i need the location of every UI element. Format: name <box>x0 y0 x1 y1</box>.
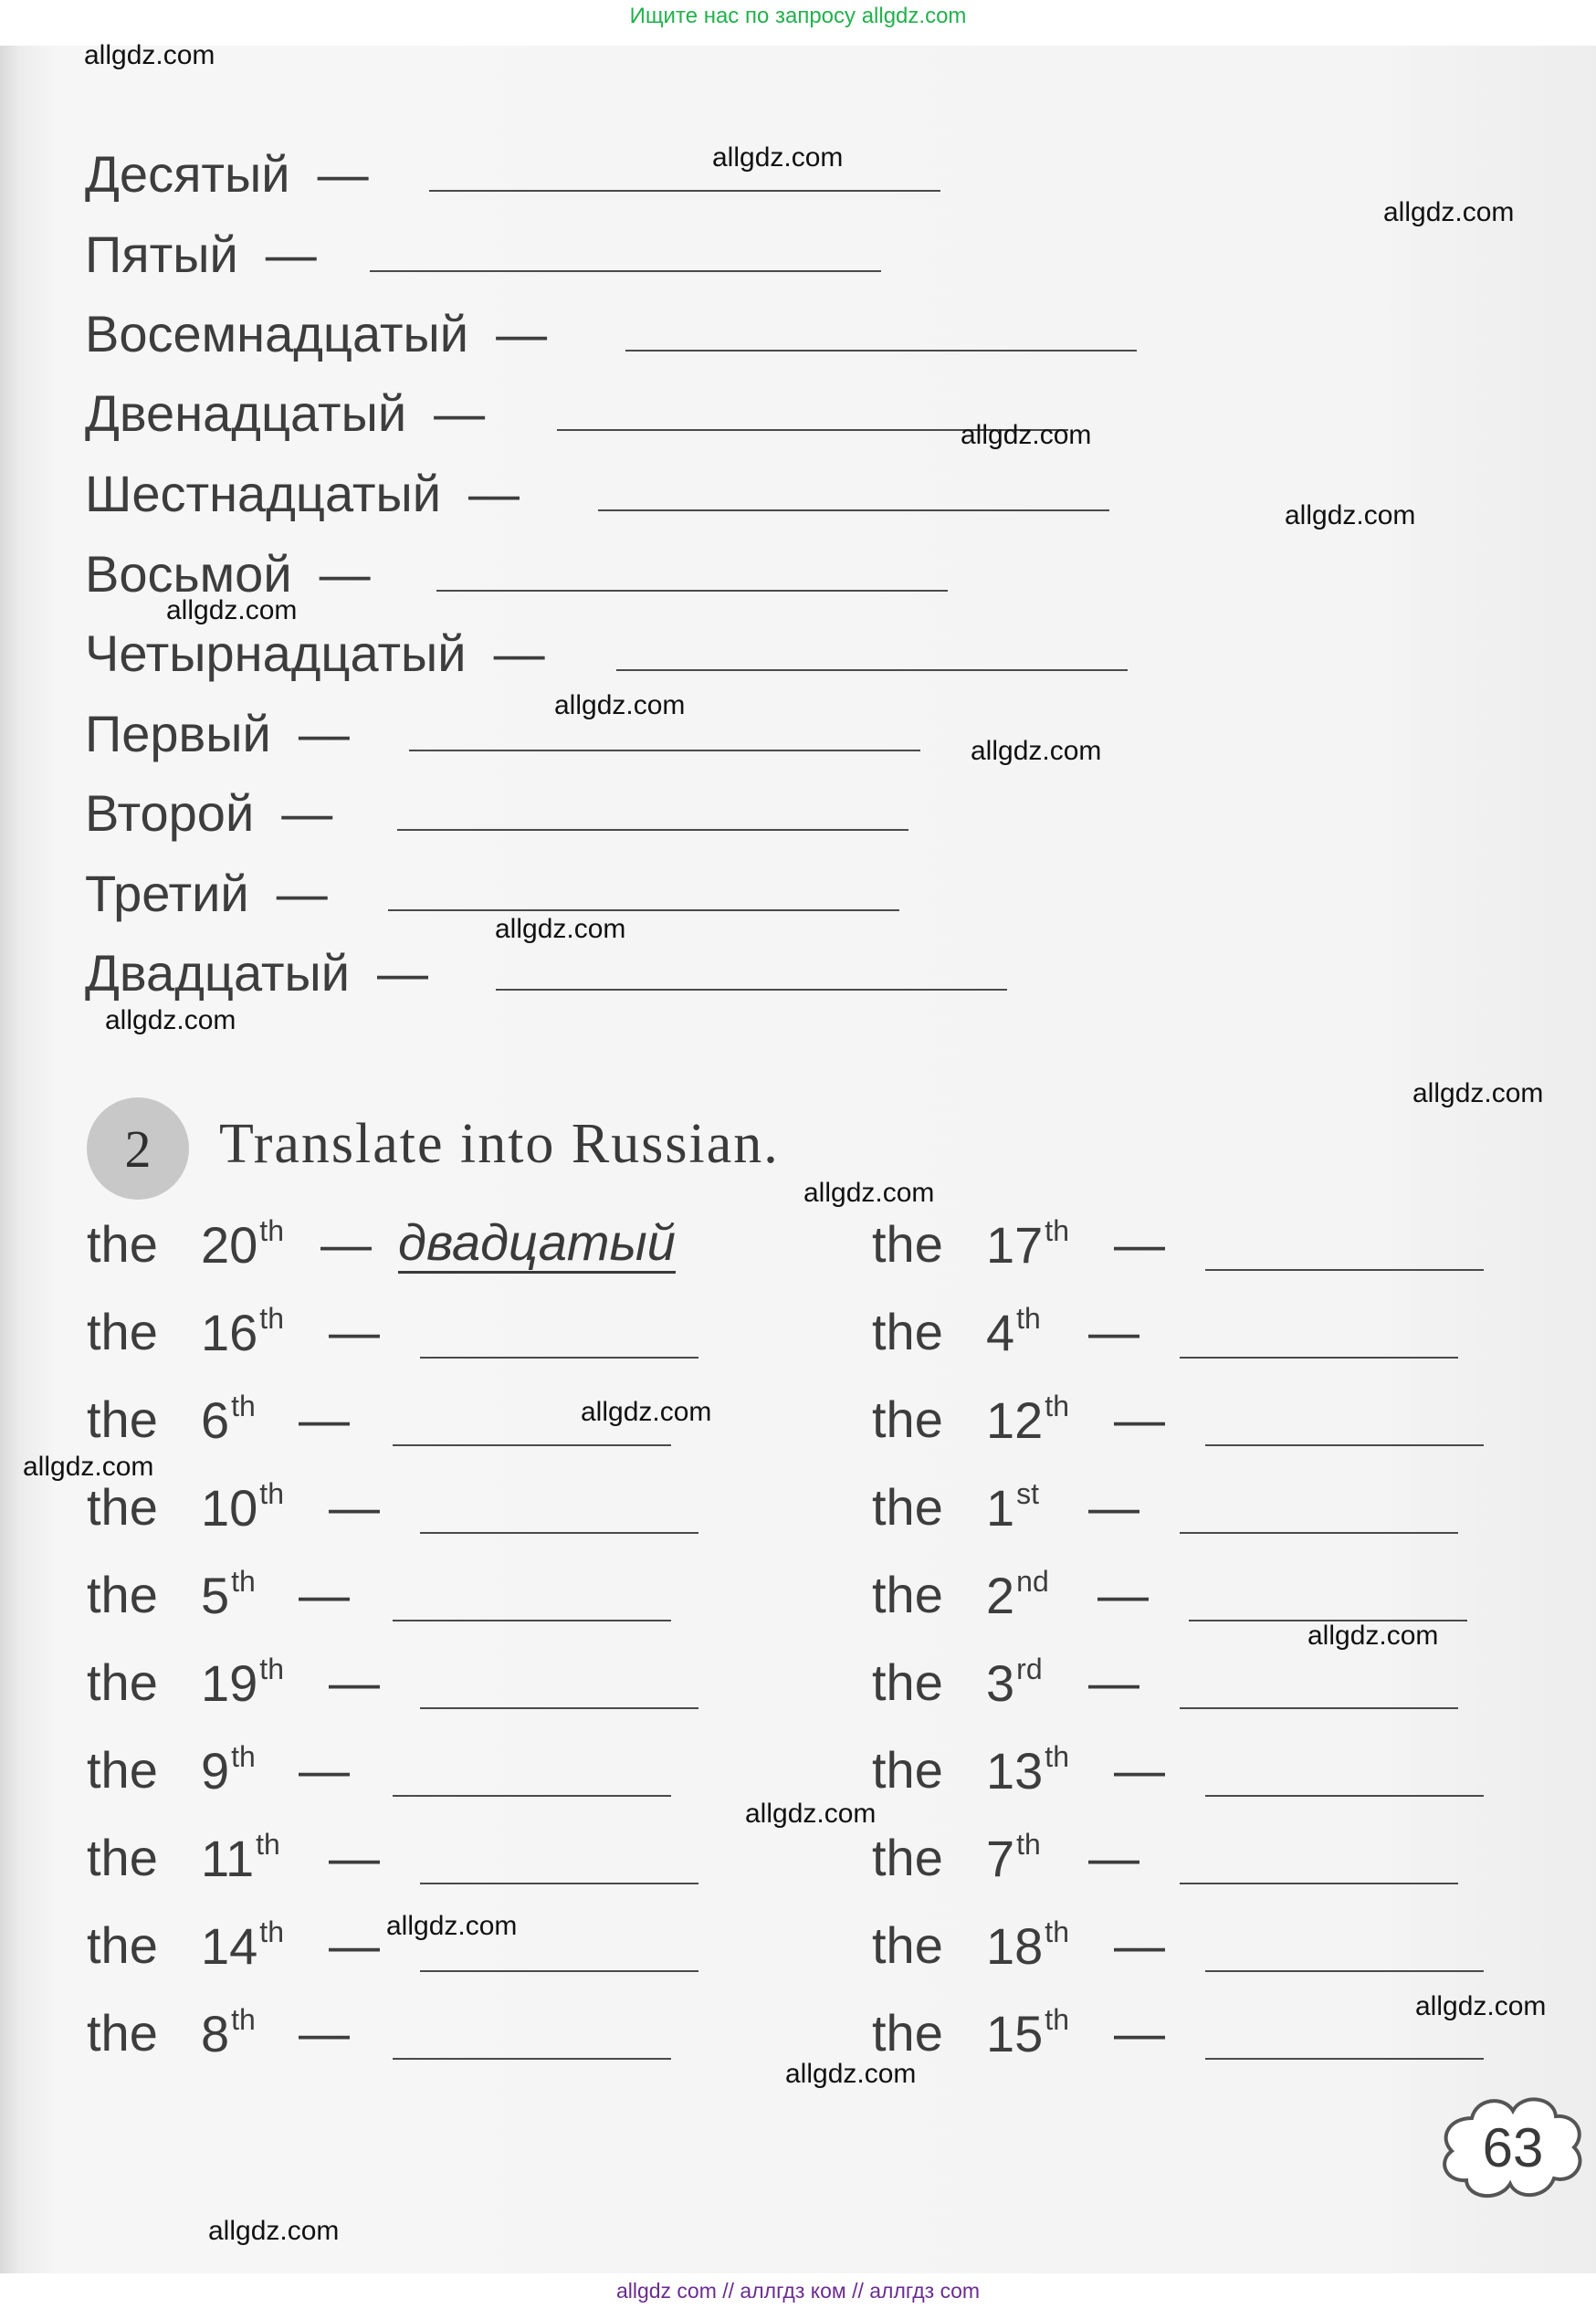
dash: — <box>320 1215 372 1273</box>
watermark: allgdz.com <box>961 420 1092 450</box>
ordinal-row <box>85 137 369 210</box>
ordinal-digits: 1 <box>986 1479 1015 1537</box>
ordinal-digits: 14 <box>201 1917 258 1975</box>
ordinal-word: Шестнадцатый <box>85 464 442 522</box>
watermark: allgdz.com <box>1307 1621 1439 1651</box>
watermark: allgdz.com <box>105 1005 236 1035</box>
answer-blank-line[interactable] <box>393 1795 671 1797</box>
watermark: allgdz.com <box>166 595 298 625</box>
ordinal-digits: 2 <box>986 1567 1015 1624</box>
ordinal-suffix: th <box>231 1740 256 1773</box>
translate-item <box>872 1915 1511 1988</box>
ordinal-digits: 9 <box>201 1742 230 1800</box>
ordinal-suffix: th <box>259 1477 284 1510</box>
dash: — <box>299 1741 350 1799</box>
ordinal-word: Двенадцатый <box>85 383 407 442</box>
ordinal-suffix: th <box>259 1915 284 1948</box>
dash: — <box>1114 1215 1165 1273</box>
ordinal-number <box>201 1302 284 1362</box>
watermark: allgdz.com <box>495 914 626 944</box>
translate-item <box>87 1740 726 1813</box>
watermark: allgdz.com <box>712 142 844 173</box>
dash: — <box>468 464 520 522</box>
dash: — <box>434 383 486 442</box>
dash: — <box>377 943 429 1002</box>
ordinal-row <box>85 217 317 290</box>
ordinal-suffix: th <box>1045 1214 1069 1247</box>
ordinal-number <box>986 1653 1043 1713</box>
dash: — <box>298 704 350 762</box>
ordinal-suffix: th <box>1016 1302 1041 1335</box>
article: the <box>87 1478 158 1536</box>
translate-item <box>872 1214 1511 1287</box>
ordinal-row <box>85 856 328 929</box>
ordinal-suffix: th <box>231 1565 256 1598</box>
dash: — <box>319 544 371 603</box>
top-banner: Ищите нас по запросу allgdz.com <box>629 4 967 28</box>
answer-blank-line[interactable] <box>370 270 881 272</box>
ordinal-row <box>85 376 485 449</box>
article: the <box>87 1653 158 1711</box>
ordinal-number <box>201 1390 256 1450</box>
ordinal-suffix: st <box>1016 1477 1040 1510</box>
article: the <box>87 1566 158 1623</box>
answer-blank-line[interactable] <box>1180 1883 1458 1884</box>
ordinal-number <box>201 2003 256 2063</box>
article: the <box>87 1916 158 1974</box>
article: the <box>872 1829 943 1886</box>
answer-blank-line[interactable] <box>420 1357 698 1359</box>
exercise-number-badge <box>87 1097 189 1200</box>
translate-item <box>87 1302 726 1375</box>
translate-item <box>87 1565 726 1638</box>
dash: — <box>1088 1653 1139 1711</box>
ordinal-word: Двадцатый <box>85 943 351 1002</box>
translate-item <box>872 1302 1511 1375</box>
watermark: allgdz.com <box>1383 197 1515 227</box>
watermark: allgdz.com <box>386 1911 518 1941</box>
ordinal-word: Восьмой <box>85 544 292 603</box>
ordinal-suffix: rd <box>1016 1653 1043 1685</box>
dash: — <box>329 1829 380 1886</box>
ordinal-digits: 6 <box>201 1391 230 1449</box>
watermark: allgdz.com <box>1415 1991 1547 2021</box>
article: the <box>87 1741 158 1799</box>
dash: — <box>1114 1916 1165 1974</box>
answer-blank-line[interactable] <box>1180 1357 1458 1359</box>
watermark: allgdz.com <box>23 1452 154 1482</box>
dash: — <box>299 2004 350 2062</box>
watermark: allgdz.com <box>1285 500 1416 530</box>
ordinal-row <box>85 776 332 849</box>
article: the <box>87 1215 158 1273</box>
answer-blank-line[interactable] <box>409 750 920 751</box>
translate-item <box>87 1828 726 1901</box>
ordinal-digits: 15 <box>986 2005 1044 2062</box>
ordinal-suffix: th <box>256 1828 280 1861</box>
answer-blank-line[interactable] <box>420 1883 698 1884</box>
ordinal-row <box>85 697 350 770</box>
ordinal-digits: 19 <box>201 1654 258 1712</box>
ordinal-suffix: nd <box>1016 1565 1049 1598</box>
watermark: allgdz.com <box>554 690 686 720</box>
answer-blank-line[interactable] <box>496 989 1007 991</box>
dash: — <box>329 1303 380 1360</box>
ordinal-digits: 7 <box>986 1830 1015 1887</box>
answer-blank-line[interactable] <box>598 509 1109 511</box>
dash: — <box>329 1916 380 1974</box>
answer-blank-line[interactable] <box>1180 1532 1458 1534</box>
ordinal-suffix: th <box>1016 1828 1041 1861</box>
answer-blank-line[interactable] <box>393 1444 671 1446</box>
answer-blank-line[interactable] <box>1205 1269 1484 1271</box>
translate-item <box>872 1477 1511 1550</box>
answer-blank-line[interactable] <box>1205 1970 1484 1972</box>
ordinal-number <box>986 1214 1069 1275</box>
translate-item <box>872 1390 1511 1463</box>
ordinal-number <box>201 1828 280 1888</box>
dash: — <box>496 304 548 362</box>
watermark: allgdz.com <box>745 1799 877 1829</box>
answer-blank-line[interactable] <box>1180 1707 1458 1709</box>
ordinal-number <box>201 1214 284 1275</box>
translate-item <box>87 2003 726 2076</box>
watermark: allgdz.com <box>581 1397 712 1427</box>
translate-item <box>872 1828 1511 1901</box>
ordinal-number <box>201 1565 256 1625</box>
ordinal-digits: 11 <box>201 1830 255 1887</box>
dash: — <box>281 783 333 842</box>
answer-blank-line[interactable] <box>1205 1795 1484 1797</box>
ordinal-suffix: th <box>1045 2003 1069 2036</box>
article: the <box>87 1829 158 1886</box>
dash: — <box>276 864 328 922</box>
ordinal-row <box>85 616 545 689</box>
dash: — <box>493 624 545 682</box>
article: the <box>872 1916 943 1974</box>
bottom-banner: allgdz com // аллгдз ком // аллгдз com <box>615 2279 981 2303</box>
answer-blank-line[interactable] <box>429 190 940 192</box>
article: the <box>872 1566 943 1623</box>
answer-blank-line[interactable] <box>397 829 908 831</box>
answer-blank-line[interactable] <box>388 909 899 911</box>
ordinal-suffix: th <box>1045 1915 1069 1948</box>
article: the <box>872 1478 943 1536</box>
answer-blank-line[interactable] <box>616 669 1128 671</box>
ordinal-number <box>986 1302 1041 1362</box>
watermark: allgdz.com <box>1412 1078 1544 1108</box>
article: the <box>872 2004 943 2062</box>
ordinal-word: Третий <box>85 864 249 922</box>
answer-blank-line[interactable] <box>393 1620 671 1621</box>
ordinal-number <box>201 1653 284 1713</box>
ordinal-word: Пятый <box>85 225 238 283</box>
dash: — <box>265 225 317 283</box>
ordinal-number <box>986 1477 1039 1537</box>
dash: — <box>1114 1741 1165 1799</box>
article: the <box>872 1741 943 1799</box>
dash: — <box>1088 1478 1139 1536</box>
dash: — <box>329 1653 380 1711</box>
ordinal-word: Четырнадцатый <box>85 624 467 682</box>
ordinal-number <box>986 2003 1069 2063</box>
exercise-title: Translate into Russian. <box>219 1113 780 1175</box>
translate-item <box>872 1653 1511 1726</box>
answer-blank-line[interactable] <box>420 1970 698 1972</box>
article: the <box>87 2004 158 2062</box>
ordinal-suffix: th <box>1045 1740 1069 1773</box>
answer-blank-line[interactable] <box>625 350 1137 352</box>
translate-item <box>87 1477 726 1550</box>
dash: — <box>1088 1303 1139 1360</box>
ordinal-suffix: th <box>231 1390 256 1422</box>
dash: — <box>1097 1566 1149 1623</box>
article: the <box>872 1303 943 1360</box>
ordinal-digits: 10 <box>201 1479 258 1537</box>
ordinal-number <box>986 1915 1069 1976</box>
watermark: allgdz.com <box>971 736 1102 766</box>
ordinal-row <box>85 936 428 1009</box>
article: the <box>87 1303 158 1360</box>
ordinal-word: Второй <box>85 783 255 842</box>
ordinal-digits: 20 <box>201 1216 258 1274</box>
ordinal-row <box>85 456 520 530</box>
watermark: allgdz.com <box>803 1178 935 1208</box>
ordinal-suffix: th <box>259 1214 284 1247</box>
dash: — <box>329 1478 380 1536</box>
ordinal-digits: 4 <box>986 1304 1015 1361</box>
ordinal-digits: 16 <box>201 1304 258 1361</box>
watermark: allgdz.com <box>84 40 215 70</box>
ordinal-number <box>201 1477 284 1537</box>
ordinal-number <box>986 1390 1069 1450</box>
page-number: 63 <box>1482 2117 1544 2178</box>
filled-answer: двадцатый <box>398 1214 676 1274</box>
dash: — <box>1114 1390 1165 1448</box>
dash: — <box>299 1566 350 1623</box>
ordinal-suffix: th <box>259 1302 284 1335</box>
dash: — <box>317 144 369 203</box>
ordinal-number <box>201 1740 256 1800</box>
answer-blank-line[interactable] <box>420 1532 698 1534</box>
answer-blank-line[interactable] <box>436 590 948 592</box>
ordinal-digits: 18 <box>986 1917 1044 1975</box>
ordinal-suffix: th <box>1045 1390 1069 1422</box>
ordinal-word: Первый <box>85 704 271 762</box>
ordinal-word: Десятый <box>85 144 290 203</box>
translate-item <box>87 1214 726 1287</box>
ordinal-suffix: th <box>231 2003 256 2036</box>
answer-blank-line[interactable] <box>420 1707 698 1709</box>
article: the <box>872 1653 943 1711</box>
watermark: allgdz.com <box>785 2059 917 2089</box>
answer-blank-line[interactable] <box>1205 1444 1484 1446</box>
ordinal-number <box>201 1915 284 1976</box>
watermark: allgdz.com <box>208 2216 340 2246</box>
article: the <box>872 1390 943 1448</box>
dash: — <box>1114 2004 1165 2062</box>
ordinal-digits: 17 <box>986 1216 1044 1274</box>
ordinal-number <box>986 1740 1069 1800</box>
translate-item <box>87 1653 726 1726</box>
ordinal-digits: 13 <box>986 1742 1044 1800</box>
ordinal-number <box>986 1565 1049 1625</box>
answer-blank-line[interactable] <box>393 2058 671 2060</box>
ordinal-word: Восемнадцатый <box>85 304 469 362</box>
ordinal-row <box>85 297 547 370</box>
article: the <box>872 1215 943 1273</box>
ordinal-number <box>986 1828 1041 1888</box>
dash: — <box>1088 1829 1139 1886</box>
ordinal-digits: 8 <box>201 2005 230 2062</box>
article: the <box>87 1390 158 1448</box>
answer-blank-line[interactable] <box>1205 2058 1484 2060</box>
dash: — <box>299 1390 350 1448</box>
ordinal-digits: 3 <box>986 1654 1015 1712</box>
translate-item <box>872 1740 1511 1813</box>
ordinal-digits: 5 <box>201 1567 230 1624</box>
ordinal-digits: 12 <box>986 1391 1044 1449</box>
exercise-number: 2 <box>124 1118 152 1179</box>
ordinal-suffix: th <box>259 1653 284 1685</box>
